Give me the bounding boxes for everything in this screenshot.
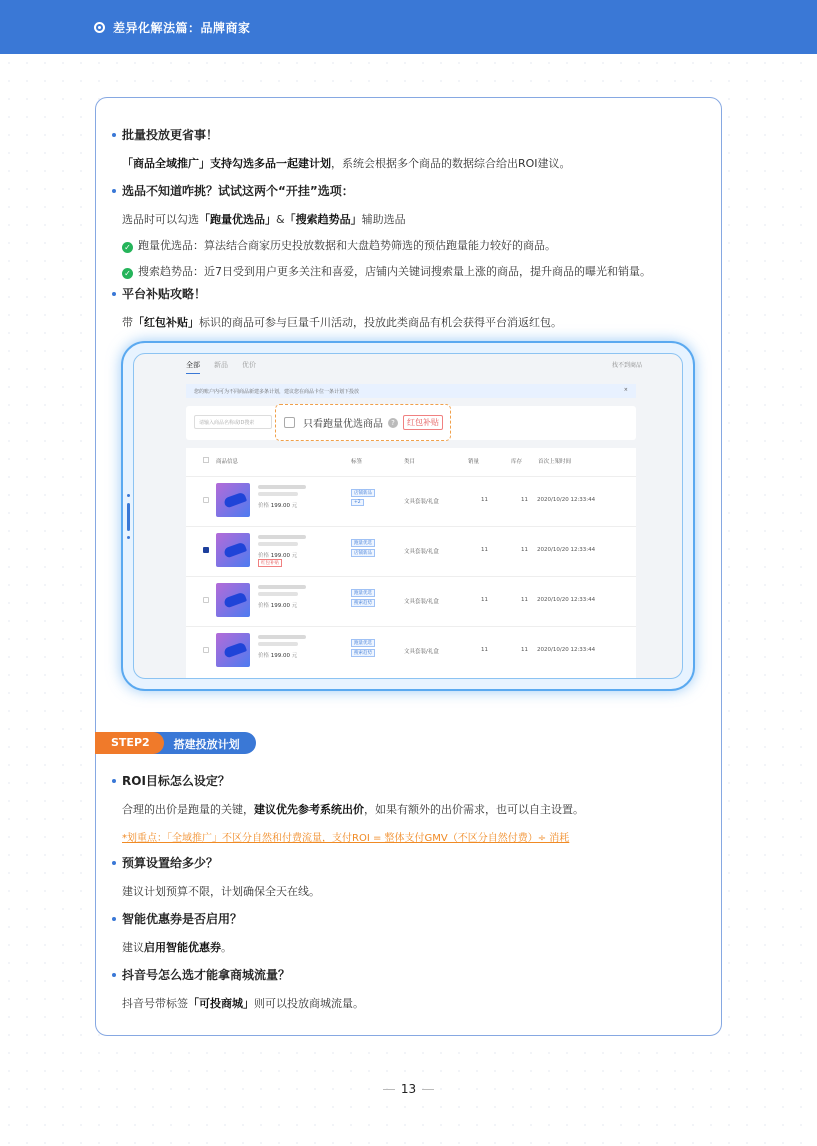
col-stock: 库存: [511, 459, 523, 465]
table-row[interactable]: [186, 526, 636, 576]
first-listed-time: 2020/10/20 12:33:44: [537, 497, 596, 503]
page-header: [0, 0, 817, 54]
section-douyin: [112, 966, 364, 1011]
bullet-icon: [112, 861, 116, 865]
circle-icon: [94, 22, 105, 33]
category: 文具套装/礼盒: [404, 499, 439, 505]
shoe-icon: [223, 492, 247, 509]
section-heading: 预算设置给多少？: [112, 854, 320, 871]
step-banner: [95, 732, 256, 754]
search-input[interactable]: 请输入商品名称或ID搜索: [194, 415, 272, 429]
step-number: STEP2: [95, 732, 164, 754]
col-sales: 销量: [468, 459, 480, 465]
product-image: [216, 483, 250, 517]
tab-new[interactable]: 新品: [214, 361, 228, 369]
info-alert: 您的账户内可为不同商品新建多条计划，建议您在商品卡位一条计划下投放 ×: [186, 384, 636, 398]
bullet-icon: [112, 779, 116, 783]
product-tag: +2: [351, 499, 364, 506]
screen-tabs: [186, 360, 256, 374]
price: 价格 199.00 元: [258, 503, 298, 509]
tab-discount[interactable]: 优价: [242, 361, 256, 369]
tablet-screen: [133, 353, 683, 679]
sales: 11: [481, 597, 488, 603]
bullet-icon: [112, 133, 116, 137]
bullet-icon: [112, 189, 116, 193]
shoe-icon: [223, 642, 247, 659]
stock: 11: [521, 647, 528, 653]
tablet-dot: [127, 536, 130, 539]
section-heading: 选品不知道咋挑？试试这两个“开挂”选项：: [112, 182, 651, 199]
row-checkbox[interactable]: [203, 647, 209, 653]
category: 文具套装/礼盒: [404, 649, 439, 655]
not-found-link[interactable]: 找不到商品: [611, 362, 642, 369]
page-number: 13: [0, 1082, 817, 1096]
price: 价格 199.00 元: [258, 603, 298, 609]
product-tag: 跑量优选: [351, 589, 375, 597]
row-checkbox[interactable]: [203, 547, 209, 553]
section-heading: ROI目标怎么设定？: [112, 772, 584, 789]
col-tags: 标签: [351, 459, 363, 465]
section-select: [112, 182, 651, 279]
section-heading: 智能优惠券是否启用？: [112, 910, 242, 927]
select-all-checkbox[interactable]: [203, 457, 209, 463]
blurred-title: [258, 635, 306, 639]
section-heading: 抖音号怎么选才能拿商城流量？: [112, 966, 364, 983]
bullet-icon: [112, 973, 116, 977]
sales: 11: [481, 647, 488, 653]
table-row[interactable]: [186, 576, 636, 626]
section-text: 建议启用智能优惠券。: [122, 941, 232, 954]
key-note: *划重点：「全域推广」不区分自然和付费流量，支付ROI = 整体支付GMV（不区分自然付费）÷ 消耗: [122, 833, 570, 844]
section-text: 选品时可以勾选「跑量优选品」&「搜索趋势品」辅助选品: [122, 213, 406, 226]
divider: [383, 1089, 395, 1090]
shoe-icon: [223, 592, 247, 609]
product-tag: 跑量优选: [351, 539, 375, 547]
stock: 11: [521, 497, 528, 503]
product-image: [216, 583, 250, 617]
tab-all[interactable]: 全部: [186, 360, 200, 374]
stock: 11: [521, 547, 528, 553]
shoe-icon: [223, 542, 247, 559]
bullet-icon: [112, 917, 116, 921]
tablet-button: [127, 503, 130, 531]
blurred-title: [258, 592, 298, 596]
blurred-title: [258, 542, 298, 546]
blurred-title: [258, 485, 306, 489]
price: 价格 199.00 元: [258, 553, 298, 559]
bullet-icon: [112, 292, 116, 296]
blurred-title: [258, 642, 298, 646]
callout-label: 只看跑量优选商品: [303, 419, 383, 430]
table-row[interactable]: [186, 476, 636, 526]
divider: [422, 1089, 434, 1090]
section-text: 「商品全域推广」支持勾选多品一起建计划，系统会根据多个商品的数据综合给出ROI建议。: [122, 157, 571, 170]
section-roi: [112, 772, 584, 844]
table-header: [186, 457, 636, 467]
red-packet-tag: 红包补贴: [403, 415, 443, 430]
product-tag: 店铺新品: [351, 489, 375, 497]
close-icon[interactable]: ×: [623, 387, 628, 393]
product-image: [216, 533, 250, 567]
first-listed-time: 2020/10/20 12:33:44: [537, 547, 596, 553]
col-category: 类目: [404, 459, 416, 465]
first-listed-time: 2020/10/20 12:33:44: [537, 647, 596, 653]
blurred-title: [258, 535, 306, 539]
col-first-listed: 首次上架时间: [538, 459, 572, 465]
section-text: 抖音号带标签「可投商城」则可以投放商城流量。: [122, 997, 364, 1010]
product-tag: 店铺新品: [351, 549, 375, 557]
section-budget: [112, 854, 320, 899]
tablet-camera-dot: [127, 494, 130, 497]
product-tag: 搜索趋势: [351, 599, 375, 607]
section-heading: 批量投放更省事！: [112, 126, 571, 143]
blurred-title: [258, 492, 298, 496]
first-listed-time: 2020/10/20 12:33:44: [537, 597, 596, 603]
product-image: [216, 633, 250, 667]
price: 价格 199.00 元: [258, 653, 298, 659]
section-heading: 平台补贴攻略！: [112, 285, 562, 302]
section-text: 建议计划预算不限，计划确保全天在线。: [122, 885, 320, 898]
table-row[interactable]: [186, 626, 636, 676]
step-title: 搭建投放计划: [152, 732, 256, 754]
stock: 11: [521, 597, 528, 603]
section-batch: [112, 126, 571, 171]
sales: 11: [481, 547, 488, 553]
help-icon[interactable]: ?: [388, 418, 398, 428]
category: 文具套装/礼盒: [404, 549, 439, 555]
product-tag: 搜索趋势: [351, 649, 375, 657]
section-text: 合理的出价是跑量的关键，建议优先参考系统出价，如果有额外的出价需求，也可以自主设置。: [122, 803, 584, 816]
col-product: 商品信息: [216, 459, 239, 465]
check-icon: ✓: [122, 268, 133, 279]
row-checkbox[interactable]: [203, 597, 209, 603]
product-tag: 跑量优选: [351, 639, 375, 647]
option-item-1: ✓ 跑量优选品：算法结合商家历史投放数据和大盘趋势筛选的预估跑量能力较好的商品。: [122, 237, 651, 253]
section-coupon: [112, 910, 242, 955]
row-checkbox[interactable]: [203, 497, 209, 503]
blurred-title: [258, 585, 306, 589]
checkbox[interactable]: [284, 417, 295, 428]
preferred-filter-callout[interactable]: [275, 404, 451, 441]
section-text: 带「红包补贴」标识的商品可参与巨量千川活动，投放此类商品有机会获得平台消返红包。: [122, 316, 562, 329]
header-title: 差异化解法篇：品牌商家: [113, 20, 251, 35]
section-subsidy: [112, 285, 562, 330]
category: 文具套装/礼盒: [404, 599, 439, 605]
product-table: [186, 448, 636, 679]
red-packet-tag: 红包补贴: [258, 559, 282, 567]
check-icon: ✓: [122, 242, 133, 253]
option-item-2: ✓ 搜索趋势品：近7日受到用户更多关注和喜爱，店铺内关键词搜索量上涨的商品，提升商品的曝光和销量。: [122, 263, 651, 279]
sales: 11: [481, 497, 488, 503]
